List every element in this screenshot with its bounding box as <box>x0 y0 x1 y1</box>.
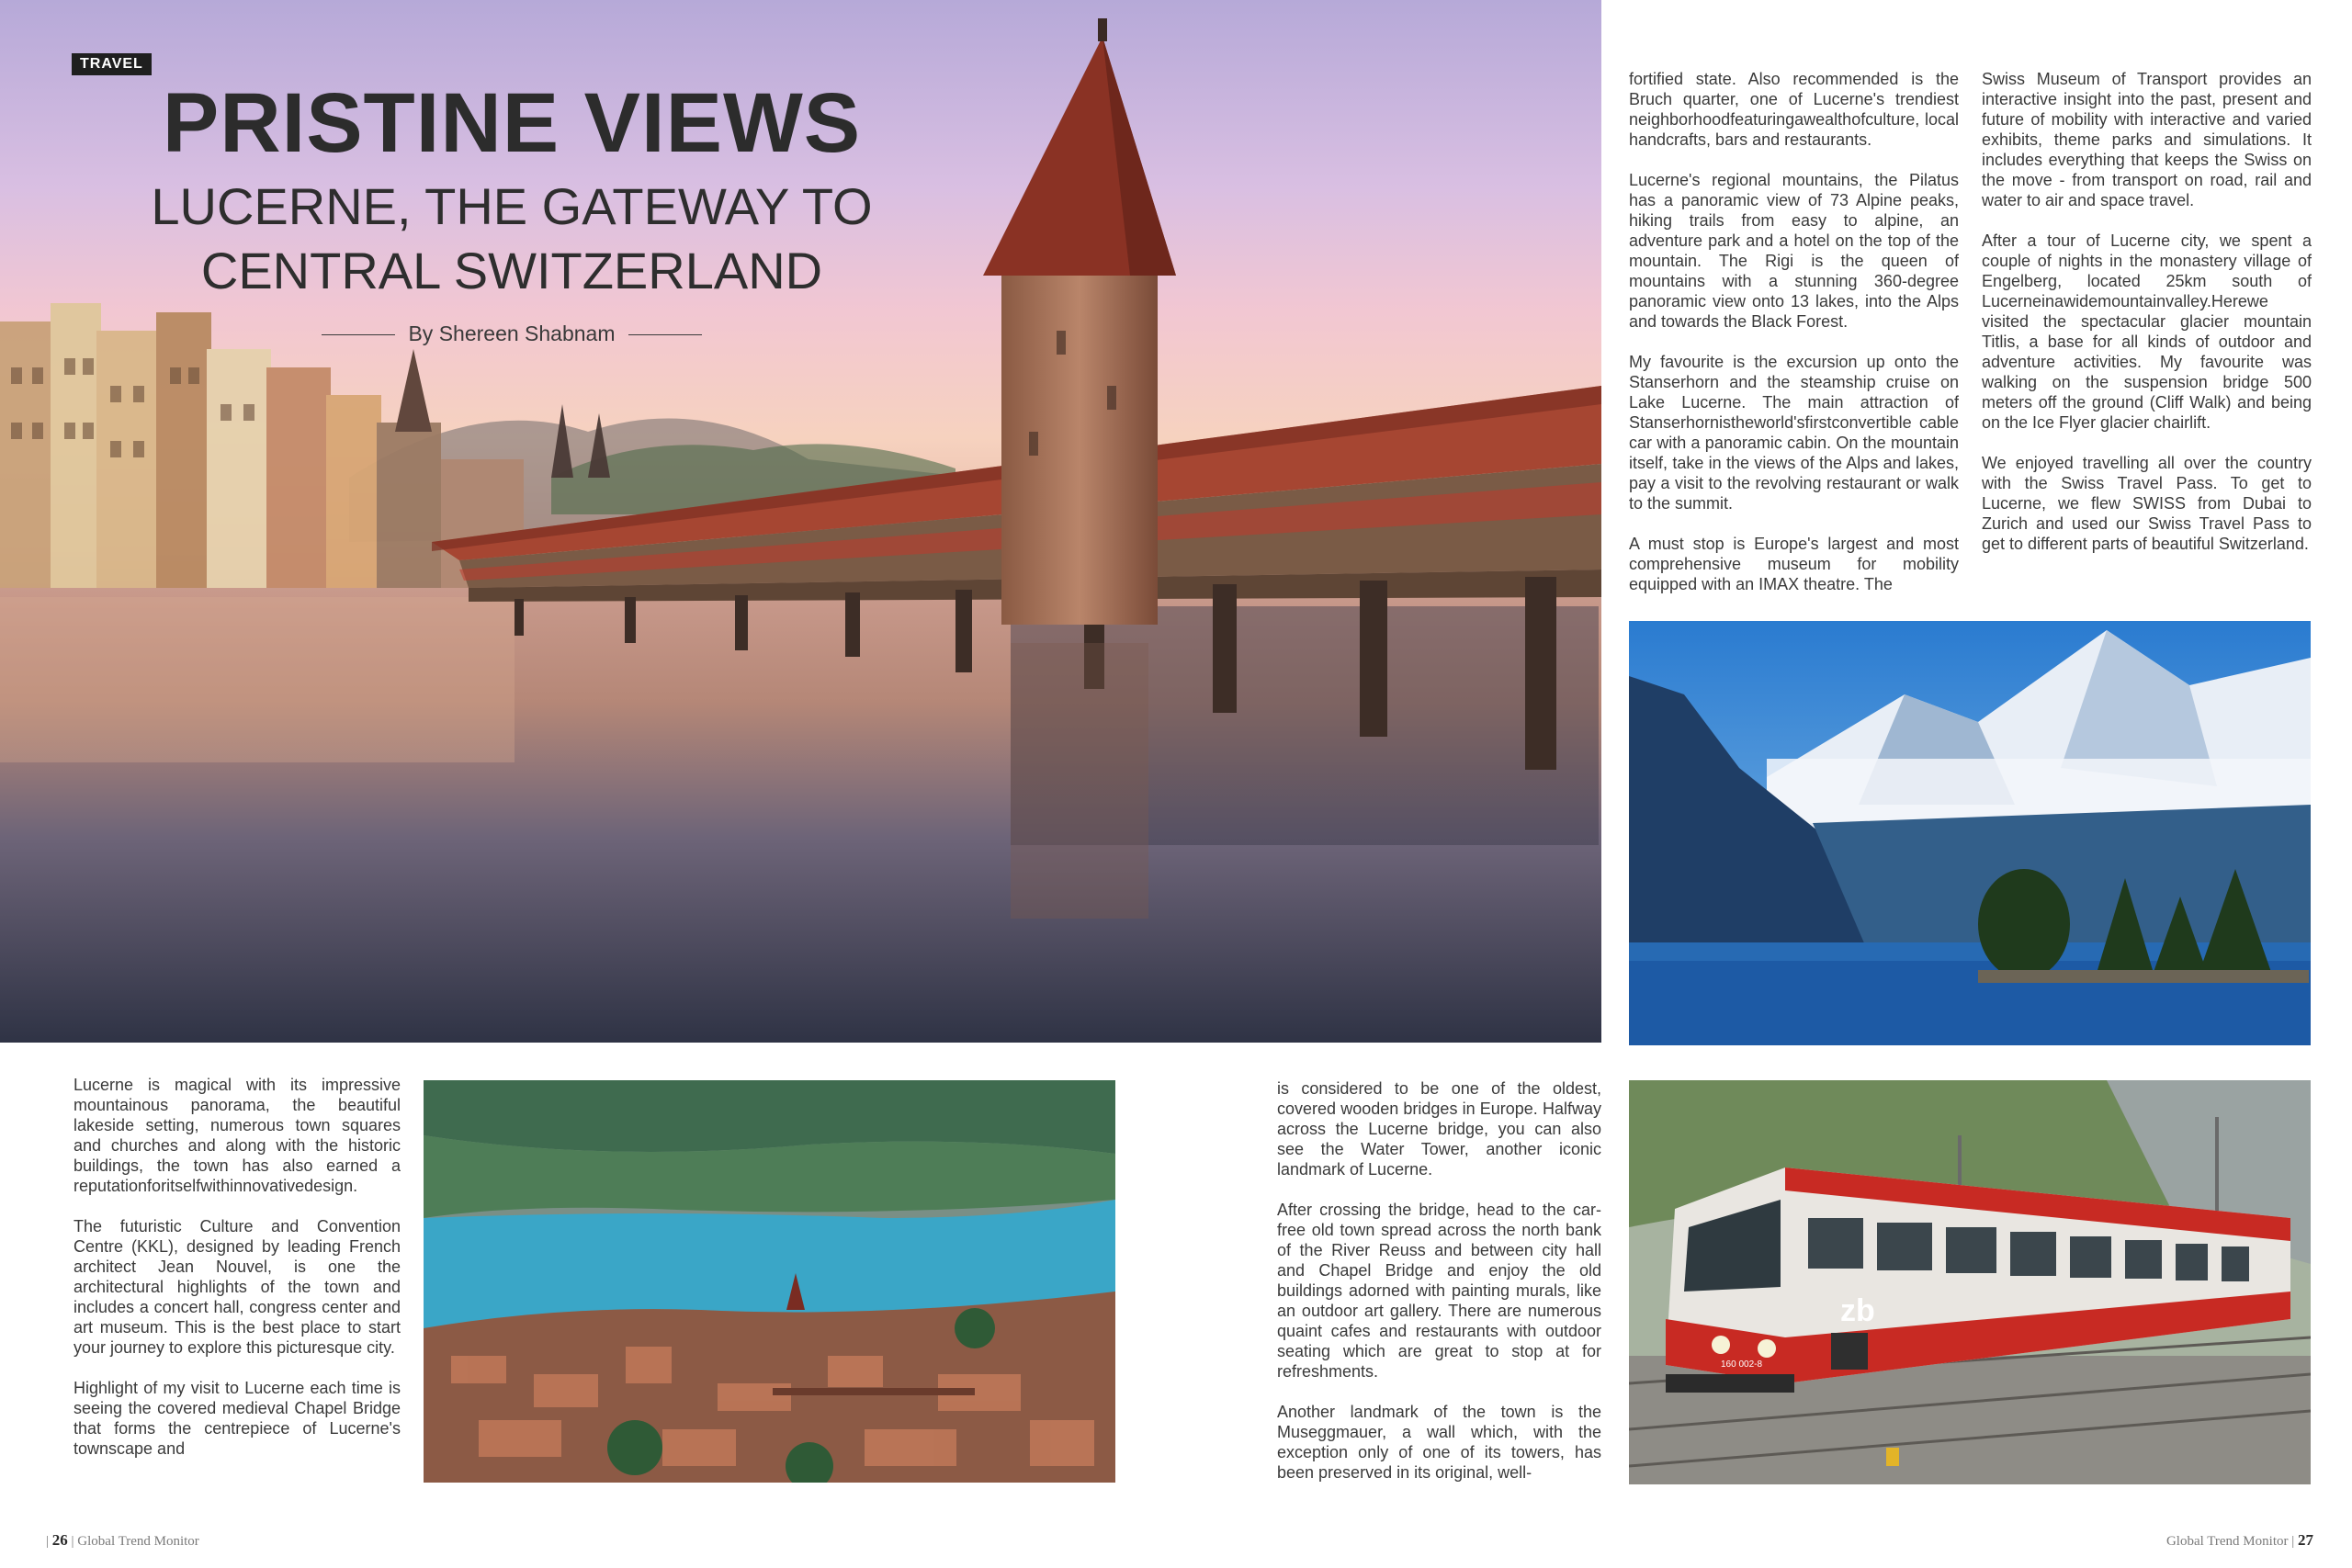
paragraph: My favourite is the excursion up onto the Stanserhorn and the steamship cruise on Lake Lucerne. The main attraction of Stanserhornistheworld'sfirstconvertible cable car with a panoramic cabin. On the mountain itself, take in the views of the Alps and lakes, pay a visit to the revolving restaurant or walk to the summit. <box>1629 353 1959 513</box>
left-folio: | 26 | Global Trend Monitor <box>46 1531 199 1549</box>
subheadline-line1: LUCERNE, THE GATEWAY TO <box>151 177 873 235</box>
left-page-number: 26 <box>51 1531 68 1549</box>
body-column-2 <box>1277 1078 1601 1483</box>
byline-rule-right <box>628 334 702 335</box>
byline-text: By Shereen Shabnam <box>408 321 616 345</box>
train-livery-text: zb <box>1840 1293 1875 1328</box>
byline <box>0 321 1023 346</box>
mountain-lake-illustration <box>1629 621 2311 1045</box>
mountain-lake-photo <box>1629 621 2311 1045</box>
train-photo <box>1629 1080 2311 1484</box>
body-column-3 <box>1629 69 1959 594</box>
train-illustration <box>1629 1080 2311 1484</box>
subheadline-line2: CENTRAL SWITZERLAND <box>200 242 823 299</box>
paragraph: is considered to be one of the oldest, covered wooden bridges in Europe. Halfway across the Lucerne bridge, you can also see the Water Tower, another iconic landmark of Lucerne. <box>1277 1079 1601 1179</box>
body-column-4 <box>1982 69 2312 554</box>
body-column-1 <box>74 1075 401 1459</box>
paragraph: A must stop is Europe's largest and most comprehensive museum for mobility equipped with an IMAX theatre. The <box>1629 535 1959 593</box>
paragraph: We enjoyed travelling all over the country with the Swiss Travel Pass. To get to Lucerne, we flew SWISS from Dubai to Zurich and used our Swiss Travel Pass to get to different parts of beautiful Switzerland. <box>1982 454 2312 553</box>
paragraph: Lucerne is magical with its impressive mountainous panorama, the beautiful lakeside setting, numerous town squares and churches and along with the historic buildings, the town has also earned a reputationforitselfwithinnovativedesign. <box>74 1076 401 1195</box>
paragraph: Swiss Museum of Transport provides an interactive insight into the past, present and future of mobility with interactive and varied exhibits, theme parks and simulations. It includes everything that keeps the Swiss on the move - from transport on road, rail and water to air and space travel. <box>1982 70 2312 209</box>
train-number: 160 002-8 <box>1721 1359 1763 1370</box>
paragraph: Highlight of my visit to Lucerne each time is seeing the covered medieval Chapel Bridge that forms the centrepiece of Lucerne's townscape and <box>74 1379 401 1458</box>
paragraph: After a tour of Lucerne city, we spent a couple of nights in the monastery village of Engelberg, located 25km south of Lucerneinawidemountainvalley.Herewe visited the spectacular glacier mountain Titlis, a base for all kinds of outdoor and adventure activities. My favourite was walking on the suspension bridge 500 meters off the ground (Cliff Walk) and being on the Ice Flyer glacier chairlift. <box>1982 231 2312 432</box>
paragraph: fortified state. Also recommended is the Bruch quarter, one of Lucerne's trendiest neighborhoodfeaturingawealthofculture, local handcrafts, bars and restaurants. <box>1629 70 1959 149</box>
subheadline <box>0 175 1023 303</box>
byline-rule-left <box>322 334 395 335</box>
right-page-number: 27 <box>2298 1531 2313 1549</box>
paragraph: The futuristic Culture and Convention Centre (KKL), designed by leading French architect Jean Nouvel, is one the architectural highlights of the town and includes a concert hall, congress center and art museum. This is the best place to start your journey to explore this picturesque city. <box>74 1217 401 1357</box>
paragraph: Lucerne's regional mountains, the Pilatus has a panoramic view of 73 Alpine peaks, hiking trails from easy to alpine, an adventure park and a hotel on the top of the mountain. The Rigi is the queen of mountains with a stunning 360-degree panoramic view onto 13 lakes, into the Alps and towards the Black Forest. <box>1629 171 1959 331</box>
lucerne-aerial-photo <box>424 1080 1115 1483</box>
paragraph: Another landmark of the town is the Museggmauer, a wall which, with the exception only of one of its towers, has been preserved in its original, well- <box>1277 1403 1601 1482</box>
paragraph: After crossing the bridge, head to the car-free old town spread across the north bank of the River Reuss and between city hall and Chapel Bridge and enjoy the old buildings adorned with painting murals, like an outdoor art gallery. There are numerous quaint cafes and restaurants with outdoor seating which are great to stop at for refreshments. <box>1277 1201 1601 1381</box>
right-publication-name: Global Trend Monitor <box>2165 1534 2289 1549</box>
section-tag: TRAVEL <box>72 53 152 75</box>
right-folio: Global Trend Monitor | 27 <box>2165 1531 2313 1549</box>
left-publication-name: Global Trend Monitor <box>77 1534 199 1549</box>
lucerne-aerial-illustration <box>424 1080 1115 1483</box>
headline: PRISTINE VIEWS <box>162 76 862 170</box>
